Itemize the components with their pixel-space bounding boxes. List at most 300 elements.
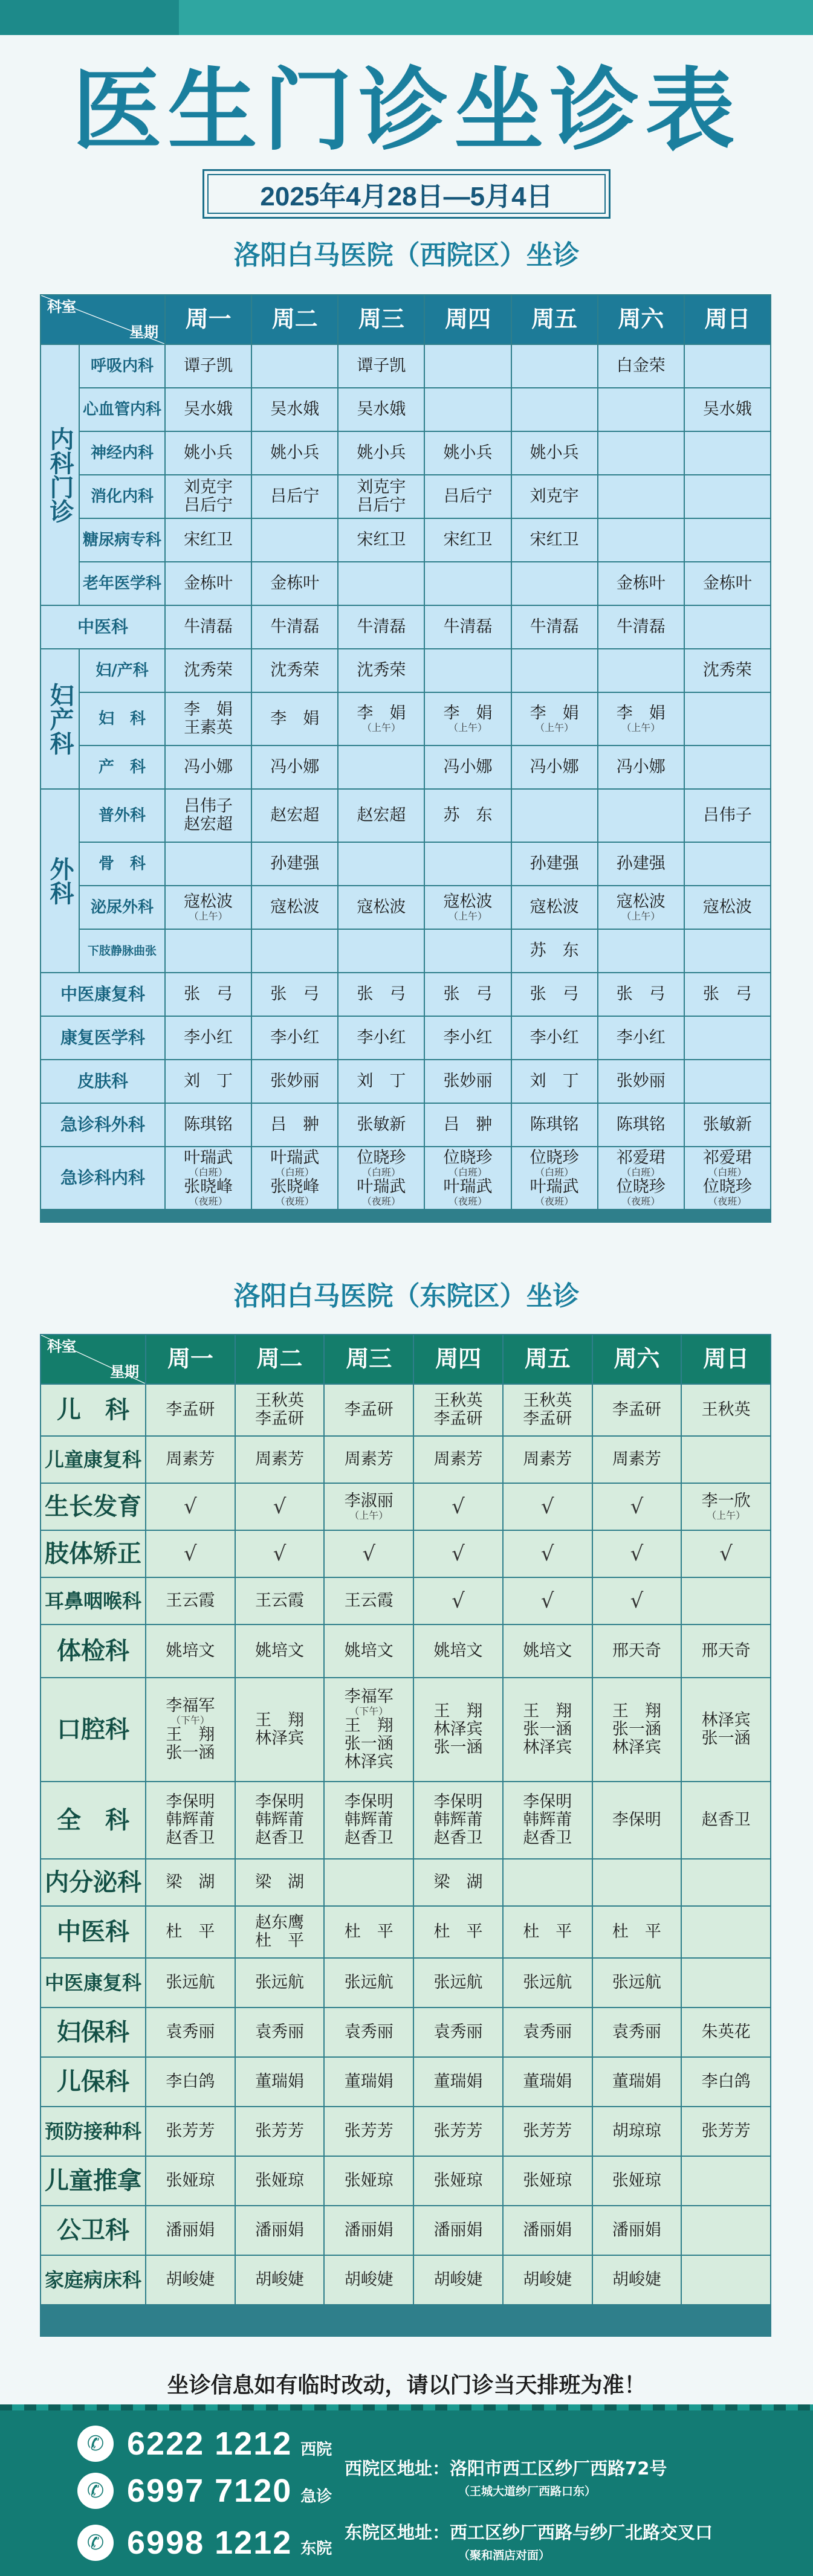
schedule-cell [414, 2058, 502, 2106]
schedule-cell [236, 1531, 324, 1577]
schedule-cell [338, 843, 424, 885]
schedule-cell [325, 2256, 413, 2304]
schedule-cell [598, 475, 684, 518]
doctor-name: 李小红 [184, 1028, 233, 1047]
schedule-cell [682, 1437, 770, 1483]
schedule-cell [593, 1578, 681, 1624]
doctor-name: 冯小娜 [530, 758, 579, 776]
doctor-name: 李一欣 [701, 1492, 751, 1510]
doctor-name: 周素芳 [433, 1450, 483, 1469]
schedule-cell [166, 1060, 251, 1103]
day-header: 周六 [593, 1335, 681, 1383]
schedule-cell [236, 1678, 324, 1781]
schedule-cell [252, 1060, 337, 1103]
doctor-name: 张妙丽 [443, 1072, 493, 1090]
check-mark: √ [540, 1495, 554, 1519]
schedule-cell [682, 2206, 770, 2255]
doctor-name: 姚培文 [433, 1641, 483, 1660]
doctor-name: 叶瑞武 [357, 1177, 406, 1196]
address-sub: （聚和酒店对面） [458, 2549, 551, 2562]
schedule-cell [504, 1578, 592, 1624]
doctor-name: 邢天奇 [612, 1641, 661, 1660]
department-label: 皮肤科 [41, 1060, 164, 1103]
shift-note: （上午） [448, 722, 487, 733]
doctor-name: 赵香卫 [166, 1829, 215, 1847]
schedule-cell [685, 693, 770, 745]
address-value: 西工区纱厂西路与纱厂北路交叉口 [450, 2522, 713, 2543]
doctor-name: 李 娟 [616, 704, 666, 723]
corner-label-dept: 科室 [47, 1338, 76, 1355]
doctor-name: 周素芳 [523, 1450, 572, 1469]
schedule-cell [146, 1385, 235, 1435]
doctor-name: 寇松波 [184, 892, 233, 911]
doctor-name: 赵宏超 [184, 815, 233, 834]
schedule-cell [512, 886, 597, 929]
schedule-cell [325, 2157, 413, 2205]
doctor-name: 李保明 [255, 1792, 305, 1811]
doctor-name: 周素芳 [344, 1450, 394, 1469]
schedule-cell [685, 562, 770, 605]
doctor-name: 张 弓 [530, 985, 579, 1003]
schedule-cell [414, 1907, 502, 1957]
schedule-cell [325, 2008, 413, 2056]
check-mark: √ [630, 1495, 644, 1519]
doctor-name: 赵香卫 [433, 1829, 483, 1847]
doctor-name: 林泽宾 [612, 1738, 661, 1757]
check-mark: √ [630, 1589, 644, 1613]
doctor-name: 李 娟 [530, 704, 579, 723]
schedule-cell [166, 1104, 251, 1146]
contact-footer [0, 2404, 813, 2576]
corner-label-dept: 科室 [47, 298, 76, 315]
schedule-cell [166, 606, 251, 648]
day-header: 周二 [252, 295, 337, 344]
schedule-cell [338, 1104, 424, 1146]
schedule-cell [593, 2256, 681, 2304]
doctor-name: 吕伟子 [184, 797, 233, 816]
doctor-name: 梁 湖 [433, 1873, 483, 1892]
schedule-cell [504, 1385, 592, 1435]
corner-header [41, 295, 164, 344]
doctor-name: 祁爱珺 [616, 1148, 666, 1167]
west-schedule-table [40, 294, 771, 1223]
doctor-name: 李孟研 [255, 1409, 305, 1428]
doctor-name: 刘克宇 [530, 487, 579, 506]
shift-note: （夜班） [361, 1196, 401, 1207]
shift-note: （白班） [621, 1167, 661, 1178]
doctor-name: 邢天奇 [701, 1641, 751, 1660]
address-label: 西院区地址： [345, 2458, 450, 2479]
schedule-cell [146, 2058, 235, 2106]
shift-note: （夜班） [708, 1196, 747, 1207]
doctor-name: 张芳芳 [523, 2122, 572, 2140]
schedule-cell [146, 1959, 235, 2007]
doctor-name: 金栋叶 [270, 574, 320, 593]
schedule-cell [685, 519, 770, 561]
schedule-cell [593, 1959, 681, 2007]
doctor-name: 张晓峰 [270, 1177, 320, 1196]
doctor-name: 张 弓 [443, 985, 493, 1003]
schedule-cell [512, 930, 597, 972]
department-label: 预防接种科 [41, 2107, 145, 2156]
schedule-cell [425, 1147, 510, 1209]
doctor-name: 吕 翀 [443, 1115, 493, 1134]
shift-note: （白班） [708, 1167, 747, 1178]
doctor-name: 姚培文 [255, 1641, 305, 1660]
schedule-cell [512, 1060, 597, 1103]
doctor-name: 张远航 [523, 1973, 572, 1992]
address-value: 洛阳市西工区纱厂西路72号 [450, 2458, 667, 2479]
doctor-name: 李小红 [616, 1028, 666, 1047]
doctor-name: 赵香卫 [255, 1829, 305, 1847]
schedule-cell [504, 1625, 592, 1677]
schedule-cell [252, 519, 337, 561]
department-label: 糖尿病专科 [80, 519, 164, 561]
doctor-name: 赵香卫 [344, 1829, 394, 1847]
schedule-cell [685, 930, 770, 972]
doctor-name: 叶瑞武 [184, 1148, 233, 1167]
schedule-cell [414, 1625, 502, 1677]
schedule-cell [146, 1437, 235, 1483]
doctor-name: 王 翔 [166, 1725, 215, 1744]
phone-row-emergency [77, 2472, 332, 2510]
schedule-cell [425, 886, 510, 929]
day-header: 周四 [414, 1335, 502, 1383]
check-mark: √ [452, 1589, 465, 1613]
shift-note: （白班） [275, 1167, 314, 1178]
doctor-name: 刘 丁 [357, 1072, 406, 1090]
doctor-name: 王 翔 [433, 1702, 483, 1721]
phone-tag: 西院 [300, 2440, 332, 2459]
department-label: 妇 科 [80, 693, 164, 745]
doctor-name: 张娅琼 [166, 2171, 215, 2190]
schedule-cell [146, 1625, 235, 1677]
department-label: 耳鼻咽喉科 [41, 1578, 145, 1624]
phone-row-west [77, 2425, 332, 2462]
doctor-name: 张远航 [255, 1973, 305, 1992]
doctor-name: 林泽宾 [255, 1729, 305, 1748]
schedule-cell [252, 345, 337, 387]
doctor-name: 陈琪铭 [616, 1115, 666, 1134]
schedule-cell [598, 432, 684, 474]
schedule-cell [414, 1437, 502, 1483]
doctor-name: 陈琪铭 [530, 1115, 579, 1134]
shift-note: （上午） [707, 1510, 746, 1521]
schedule-cell [236, 2206, 324, 2255]
doctor-name: 韩辉莆 [255, 1811, 305, 1829]
check-mark: √ [540, 1542, 554, 1566]
doctor-name: 位晓珍 [702, 1177, 752, 1196]
doctor-name: 张 弓 [270, 985, 320, 1003]
doctor-name: 杜 平 [612, 1922, 661, 1941]
doctor-name: 金栋叶 [616, 574, 666, 593]
east-schedule-table [40, 1334, 771, 2337]
department-label: 全 科 [41, 1782, 145, 1858]
phone-icon: ✆ [77, 2525, 114, 2561]
schedule-cell [338, 1147, 424, 1209]
date-range-box [202, 169, 611, 219]
doctor-name: 杜 平 [433, 1922, 483, 1941]
doctor-name: 姚培文 [344, 1641, 394, 1660]
schedule-cell [685, 475, 770, 518]
schedule-cell [166, 843, 251, 885]
doctor-name: 胡峻婕 [344, 2270, 394, 2289]
footer-stripe [0, 2404, 813, 2410]
schedule-cell [414, 2107, 502, 2156]
doctor-name: 张一涵 [612, 1720, 661, 1739]
schedule-cell [685, 1104, 770, 1146]
schedule-cell [236, 1484, 324, 1530]
schedule-cell [146, 2008, 235, 2056]
doctor-name: 李淑丽 [344, 1492, 394, 1510]
doctor-name: 牛清磊 [530, 617, 579, 636]
schedule-cell [146, 2107, 235, 2156]
schedule-cell [598, 1104, 684, 1146]
schedule-cell [598, 388, 684, 431]
schedule-cell [414, 1678, 502, 1781]
department-label: 儿童推拿 [41, 2157, 145, 2205]
corner-label-weekday: 星期 [110, 1364, 139, 1380]
schedule-cell [598, 1017, 684, 1059]
doctor-name: 冯小娜 [184, 758, 233, 776]
phone-number: 6222 1212 [127, 2426, 293, 2462]
schedule-cell [425, 973, 510, 1016]
doctor-name: 周素芳 [255, 1450, 305, 1469]
schedule-cell [236, 1578, 324, 1624]
doctor-name: 寇松波 [270, 898, 320, 916]
schedule-cell [338, 606, 424, 648]
schedule-cell [325, 1782, 413, 1858]
doctor-name: 牛清磊 [357, 617, 406, 636]
doctor-name: 林泽宾 [701, 1711, 751, 1730]
schedule-cell [593, 2058, 681, 2106]
doctor-name: 林泽宾 [344, 1753, 394, 1771]
schedule-cell [166, 746, 251, 788]
doctor-name: 李 娟 [184, 700, 233, 719]
schedule-cell [325, 1385, 413, 1435]
doctor-name: 位晓珍 [357, 1148, 406, 1167]
schedule-cell [252, 562, 337, 605]
department-label: 生长发育 [41, 1484, 145, 1530]
shift-note: （下午） [170, 1715, 210, 1726]
phone-number: 6997 7120 [127, 2473, 293, 2509]
doctor-name: 宋红卫 [530, 530, 579, 549]
doctor-name: 吕 翀 [270, 1115, 320, 1134]
schedule-cell [682, 1385, 770, 1435]
schedule-cell [325, 2107, 413, 2156]
schedule-cell [236, 1385, 324, 1435]
doctor-name: 牛清磊 [443, 617, 493, 636]
doctor-name: 金栋叶 [702, 574, 752, 593]
shift-note: （上午） [361, 722, 401, 733]
schedule-cell [252, 1147, 337, 1209]
doctor-name: 赵香卫 [701, 1811, 751, 1829]
schedule-cell [598, 562, 684, 605]
schedule-cell [414, 1782, 502, 1858]
schedule-cell [166, 562, 251, 605]
schedule-cell [338, 345, 424, 387]
check-mark: √ [452, 1495, 465, 1519]
doctor-name: 张 弓 [184, 985, 233, 1003]
doctor-name: 张娅琼 [612, 2171, 661, 2190]
schedule-cell [682, 2157, 770, 2205]
doctor-name: 董瑞娟 [523, 2072, 572, 2091]
schedule-cell [414, 2157, 502, 2205]
schedule-cell [325, 1959, 413, 2007]
department-label: 体检科 [41, 1625, 145, 1677]
schedule-cell [682, 1625, 770, 1677]
doctor-name: 周素芳 [612, 1450, 661, 1469]
shift-note: （夜班） [621, 1196, 661, 1207]
schedule-cell [146, 2256, 235, 2304]
schedule-cell [598, 790, 684, 842]
shift-note: （上午） [448, 910, 487, 922]
doctor-name: 位晓珍 [443, 1148, 493, 1167]
schedule-cell [252, 649, 337, 692]
schedule-cell [598, 1147, 684, 1209]
department-label: 老年医学科 [80, 562, 164, 605]
doctor-name: 李小红 [357, 1028, 406, 1047]
doctor-name: 胡峻婕 [523, 2270, 572, 2289]
department-label: 儿 科 [41, 1385, 145, 1435]
doctor-name: 杜 平 [255, 1931, 305, 1950]
doctor-name: 李保明 [612, 1811, 661, 1829]
doctor-name: 宋红卫 [357, 530, 406, 549]
schedule-cell [425, 693, 510, 745]
department-label: 儿保科 [41, 2058, 145, 2106]
schedule-cell [425, 1104, 510, 1146]
shift-note: （夜班） [448, 1196, 487, 1207]
doctor-name: 李保明 [166, 1792, 215, 1811]
day-header: 周六 [598, 295, 684, 344]
schedule-cell [252, 1017, 337, 1059]
day-header: 周一 [166, 295, 251, 344]
doctor-name: 张芳芳 [344, 2122, 394, 2140]
doctor-name: 王云霞 [166, 1591, 215, 1610]
doctor-name: 姚小兵 [530, 443, 579, 462]
doctor-name: 冯小娜 [616, 758, 666, 776]
doctor-name: 寇松波 [616, 892, 666, 911]
schedule-cell [598, 649, 684, 692]
schedule-cell [593, 1531, 681, 1577]
schedule-cell [685, 886, 770, 929]
schedule-cell [236, 2008, 324, 2056]
doctor-name: 赵宏超 [270, 806, 320, 825]
schedule-cell [146, 1578, 235, 1624]
department-label: 家庭病床科 [41, 2256, 145, 2304]
shift-note: （夜班） [189, 1196, 228, 1207]
schedule-cell [338, 973, 424, 1016]
doctor-name: 潘丽娟 [433, 2221, 483, 2240]
doctor-name: 赵香卫 [523, 1829, 572, 1847]
schedule-cell [682, 2058, 770, 2106]
doctor-name: 张娅琼 [255, 2171, 305, 2190]
check-mark: √ [719, 1542, 733, 1566]
schedule-cell [252, 973, 337, 1016]
schedule-cell [504, 2058, 592, 2106]
schedule-cell [414, 1531, 502, 1577]
doctor-name: 张远航 [166, 1973, 215, 1992]
day-header: 周五 [504, 1335, 592, 1383]
doctor-name: 袁秀丽 [612, 2023, 661, 2041]
schedule-cell [685, 973, 770, 1016]
doctor-name: 位晓珍 [530, 1148, 579, 1167]
phone-number: 6998 1212 [127, 2525, 293, 2561]
group-label-internal-medicine: 内科门诊 [41, 345, 79, 605]
west-address [345, 2455, 667, 2499]
shift-note: （白班） [448, 1167, 487, 1178]
schedule-cell [685, 790, 770, 842]
schedule-cell [236, 1782, 324, 1858]
schedule-cell [512, 693, 597, 745]
schedule-cell [338, 1060, 424, 1103]
schedule-cell [682, 1578, 770, 1624]
doctor-name: 苏 东 [443, 806, 493, 825]
schedule-cell [682, 1484, 770, 1530]
doctor-name: 王 翔 [255, 1711, 305, 1730]
schedule-cell [593, 1625, 681, 1677]
doctor-name: 吴水娥 [270, 400, 320, 419]
schedule-cell [682, 1531, 770, 1577]
schedule-cell [146, 1860, 235, 1905]
schedule-cell [685, 606, 770, 648]
doctor-name: 姚小兵 [357, 443, 406, 462]
doctor-name: 姚小兵 [443, 443, 493, 462]
doctor-name: 吕伟子 [702, 806, 752, 825]
department-label: 康复医学科 [41, 1017, 164, 1059]
doctor-name: 张芳芳 [255, 2122, 305, 2140]
department-label: 妇保科 [41, 2008, 145, 2056]
department-label: 中医康复科 [41, 1959, 145, 2007]
phone-tag: 东院 [300, 2539, 332, 2558]
doctor-name: 张芳芳 [433, 2122, 483, 2140]
doctor-name: 寇松波 [530, 898, 579, 916]
doctor-name: 韩辉莆 [433, 1811, 483, 1829]
schedule-cell [166, 388, 251, 431]
doctor-name: 周素芳 [166, 1450, 215, 1469]
doctor-name: 吕后宁 [357, 496, 406, 515]
check-mark: √ [540, 1589, 554, 1613]
doctor-name: 韩辉莆 [523, 1811, 572, 1829]
doctor-name: 牛清磊 [616, 617, 666, 636]
department-label: 心血管内科 [80, 388, 164, 431]
schedule-cell [236, 1625, 324, 1677]
doctor-name: 寇松波 [443, 892, 493, 911]
phone-row-east [77, 2524, 332, 2562]
schedule-cell [685, 388, 770, 431]
schedule-cell [425, 562, 510, 605]
department-label: 中医科 [41, 606, 164, 648]
schedule-cell [685, 1147, 770, 1209]
schedule-cell [236, 2157, 324, 2205]
schedule-cell [512, 1017, 597, 1059]
doctor-name: 张妙丽 [616, 1072, 666, 1090]
schedule-cell [425, 1017, 510, 1059]
schedule-cell [252, 475, 337, 518]
doctor-name: 宋红卫 [443, 530, 493, 549]
schedule-cell [593, 1678, 681, 1781]
schedule-cell [598, 519, 684, 561]
schedule-cell [504, 1959, 592, 2007]
doctor-name: 寇松波 [702, 898, 752, 916]
doctor-name: 杜 平 [166, 1922, 215, 1941]
doctor-name: 王 翔 [523, 1702, 572, 1721]
doctor-name: 叶瑞武 [443, 1177, 493, 1196]
doctor-name: 杜 平 [523, 1922, 572, 1941]
schedule-cell [685, 1060, 770, 1103]
check-mark: √ [273, 1542, 287, 1566]
schedule-cell [504, 1484, 592, 1530]
